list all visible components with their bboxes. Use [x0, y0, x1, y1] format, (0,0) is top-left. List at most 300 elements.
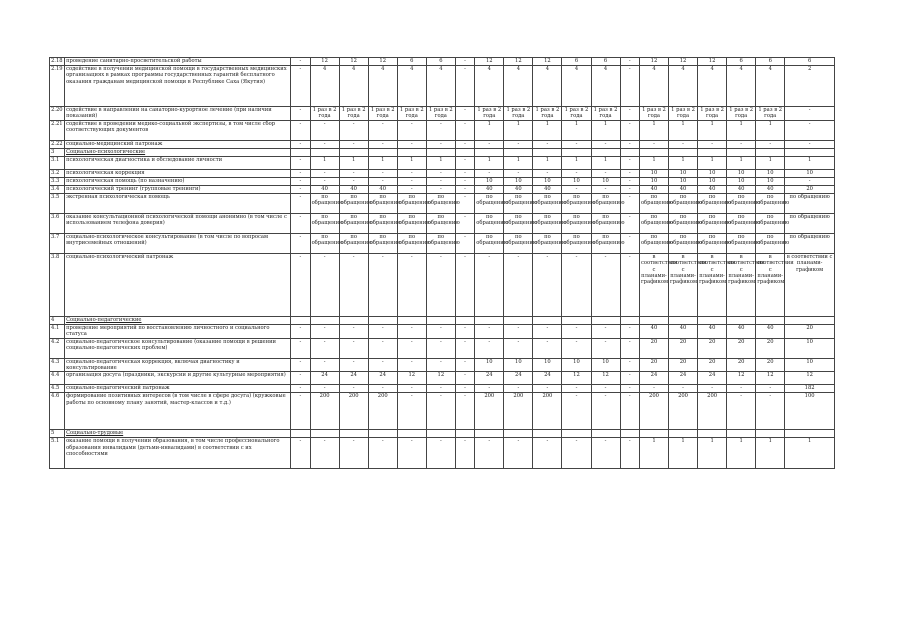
service-cell: - — [620, 213, 639, 233]
service-cell: - — [310, 253, 339, 316]
service-cell: 24 — [339, 372, 368, 385]
row-number: 5 — [50, 430, 65, 438]
service-cell: 10 — [785, 169, 835, 177]
service-cell: 10 — [727, 169, 756, 177]
service-cell: по обращению — [368, 193, 397, 213]
service-cell: - — [620, 107, 639, 121]
service-cell: 12 — [562, 372, 591, 385]
service-cell: - — [368, 385, 397, 393]
service-cell: - — [397, 253, 426, 316]
service-cell: 40 — [339, 185, 368, 193]
service-cell — [756, 430, 785, 438]
service-name: оказание консультационной психологической помощи анонимно (в том числе с использованием телефона доверия) — [65, 213, 291, 233]
service-cell: - — [756, 385, 785, 393]
service-cell: 1 — [727, 156, 756, 169]
service-cell — [533, 148, 562, 156]
service-cell: 10 — [475, 358, 504, 372]
service-cell: - — [639, 140, 668, 148]
service-cell — [756, 316, 785, 324]
service-cell: по обращению — [727, 213, 756, 233]
service-cell: 4 — [339, 66, 368, 107]
service-cell: по обращению — [756, 233, 785, 253]
service-cell: - — [533, 438, 562, 469]
service-cell: 1 раз в 2 года — [310, 107, 339, 121]
service-name: оказание помощи в получении образования, в том числе профессионального образования инвалидами (детьми-инвалидами) в соответствии с их способностями — [65, 438, 291, 469]
service-cell — [368, 430, 397, 438]
service-cell: 4 — [727, 66, 756, 107]
service-name: организация досуга (праздники, экскурсии и другие культурные мероприятия) — [65, 372, 291, 385]
service-cell — [639, 148, 668, 156]
service-cell: - — [455, 213, 474, 233]
row-number: 4.4 — [50, 372, 65, 385]
service-cell: 4 — [397, 66, 426, 107]
service-cell: 20 — [669, 358, 698, 372]
service-cell: 200 — [698, 393, 727, 430]
row-number: 4.3 — [50, 358, 65, 372]
service-cell: 10 — [562, 177, 591, 185]
service-cell — [455, 430, 474, 438]
service-cell: - — [455, 233, 474, 253]
service-cell: по обращению — [475, 193, 504, 213]
service-cell: - — [504, 324, 533, 338]
service-cell: - — [533, 140, 562, 148]
service-cell: - — [533, 324, 562, 338]
service-cell — [756, 148, 785, 156]
service-cell: 1 раз в 2 года — [639, 107, 668, 121]
service-cell: - — [291, 193, 310, 213]
service-cell: - — [291, 177, 310, 185]
service-cell: 1 — [339, 156, 368, 169]
service-cell — [339, 316, 368, 324]
service-cell: по обращению — [591, 233, 620, 253]
table-row — [50, 338, 835, 358]
service-cell: 12 — [533, 58, 562, 66]
service-cell: 1 — [397, 156, 426, 169]
service-cell: - — [368, 358, 397, 372]
service-cell: - — [339, 358, 368, 372]
service-cell: 24 — [698, 372, 727, 385]
table-row — [50, 385, 835, 393]
service-name: экстренная психологическая помощь — [65, 193, 291, 213]
service-cell: 40 — [727, 185, 756, 193]
service-name: социально-педагогическое консультирование (оказание помощи в решении социально-педагогических проблем) — [65, 338, 291, 358]
service-cell: - — [339, 253, 368, 316]
service-cell: 4 — [756, 66, 785, 107]
service-cell: - — [368, 338, 397, 358]
service-cell: - — [504, 140, 533, 148]
table-row — [50, 193, 835, 213]
service-cell — [698, 430, 727, 438]
service-cell — [310, 148, 339, 156]
row-number: 4.1 — [50, 324, 65, 338]
row-number: 3.8 — [50, 253, 65, 316]
service-cell: 10 — [785, 358, 835, 372]
service-cell: - — [291, 169, 310, 177]
service-cell: 200 — [669, 393, 698, 430]
service-name: социально-психологическое консультирование (в том числе по вопросам внутрисемейных отношений) — [65, 233, 291, 253]
service-cell: - — [291, 438, 310, 469]
service-cell: 20 — [669, 338, 698, 358]
service-cell — [291, 148, 310, 156]
service-cell: 12 — [368, 58, 397, 66]
service-cell — [426, 148, 455, 156]
service-cell: - — [368, 438, 397, 469]
table-row — [50, 120, 835, 140]
service-cell: 200 — [368, 393, 397, 430]
service-cell: 6 — [756, 58, 785, 66]
service-cell: 6 — [785, 58, 835, 66]
services-table — [49, 57, 835, 469]
service-cell: 10 — [698, 169, 727, 177]
service-cell: - — [310, 385, 339, 393]
service-cell: - — [368, 324, 397, 338]
service-cell — [669, 430, 698, 438]
service-cell: 1 раз в 2 года — [475, 107, 504, 121]
service-name: формирование позитивных интересов (в том числе в сфере досуга) (кружковые работы по основному плану занятий, мастер-классов и т.д.) — [65, 393, 291, 430]
service-cell: - — [562, 185, 591, 193]
service-cell: - — [368, 120, 397, 140]
service-cell — [291, 316, 310, 324]
service-cell: по обращению — [426, 213, 455, 233]
service-cell — [562, 316, 591, 324]
service-name: социально-медицинский патронаж — [65, 140, 291, 148]
service-cell: 20 — [785, 324, 835, 338]
service-cell: по обращению — [562, 193, 591, 213]
service-cell: - — [698, 385, 727, 393]
service-cell — [727, 148, 756, 156]
service-cell — [455, 316, 474, 324]
service-cell: 4 — [504, 66, 533, 107]
service-cell: по обращению — [368, 233, 397, 253]
service-cell — [698, 316, 727, 324]
service-cell: по обращению — [562, 233, 591, 253]
service-cell — [504, 430, 533, 438]
service-name: психологический тренинг (групповые тренинги) — [65, 185, 291, 193]
service-name: содействие в получении медицинской помощи в государственных медицинских организациях в рамках программы государственных гарантий бесплатного оказания гражданам медицинской помощи в Республике Саха (Якутия) — [65, 66, 291, 107]
service-cell: - — [339, 338, 368, 358]
service-cell: по обращению — [698, 193, 727, 213]
service-cell: 40 — [756, 324, 785, 338]
service-cell: 12 — [475, 58, 504, 66]
service-cell: - — [562, 140, 591, 148]
table-row — [50, 393, 835, 430]
service-cell — [785, 148, 835, 156]
service-cell: по обращению — [727, 233, 756, 253]
service-name: психологическая коррекция — [65, 169, 291, 177]
service-cell: - — [727, 393, 756, 430]
service-cell: 1 — [698, 438, 727, 469]
service-cell — [669, 316, 698, 324]
service-cell: 10 — [785, 338, 835, 358]
service-cell: - — [455, 193, 474, 213]
service-cell: - — [785, 140, 835, 148]
service-cell: 40 — [698, 324, 727, 338]
service-cell: - — [562, 385, 591, 393]
service-cell: 4 — [426, 66, 455, 107]
service-cell: - — [291, 385, 310, 393]
service-cell: 20 — [727, 358, 756, 372]
service-cell: - — [397, 177, 426, 185]
service-cell: 24 — [504, 372, 533, 385]
service-cell: по обращению — [426, 193, 455, 213]
service-cell: 20 — [785, 185, 835, 193]
service-cell: в соответствии с планами-графиком — [698, 253, 727, 316]
service-cell: - — [339, 385, 368, 393]
service-cell: - — [669, 385, 698, 393]
table-row — [50, 169, 835, 177]
service-cell — [727, 430, 756, 438]
table-row — [50, 58, 835, 66]
service-cell: 1 — [756, 438, 785, 469]
service-cell: 40 — [639, 324, 668, 338]
service-cell: по обращению — [310, 193, 339, 213]
service-cell: - — [455, 140, 474, 148]
service-cell: 1 — [533, 156, 562, 169]
service-cell: 20 — [756, 338, 785, 358]
service-cell: по обращению — [756, 213, 785, 233]
service-cell: 10 — [591, 177, 620, 185]
service-cell — [475, 430, 504, 438]
service-cell: по обращению — [639, 213, 668, 233]
service-cell: 4 — [698, 66, 727, 107]
service-cell: 6 — [591, 58, 620, 66]
service-cell: 20 — [639, 358, 668, 372]
service-cell: 100 — [785, 393, 835, 430]
service-cell: по обращению — [310, 233, 339, 253]
row-number: 3.5 — [50, 193, 65, 213]
service-cell — [669, 148, 698, 156]
service-cell — [698, 148, 727, 156]
service-cell: 4 — [310, 66, 339, 107]
service-cell: - — [310, 140, 339, 148]
service-cell: - — [291, 213, 310, 233]
service-cell: - — [562, 393, 591, 430]
service-cell: - — [455, 156, 474, 169]
service-cell: - — [475, 438, 504, 469]
row-number: 2.22 — [51, 140, 63, 147]
service-cell: 1 — [639, 156, 668, 169]
service-cell: - — [291, 338, 310, 358]
service-cell: 1 раз в 2 года — [756, 107, 785, 121]
service-cell: 1 раз в 2 года — [669, 107, 698, 121]
service-cell: - — [397, 385, 426, 393]
row-number: 4 — [50, 316, 65, 324]
service-cell: по обращению — [591, 193, 620, 213]
service-cell: - — [455, 393, 474, 430]
service-cell: - — [475, 169, 504, 177]
service-cell: 1 раз в 2 года — [426, 107, 455, 121]
service-name: содействие в проведении медико-социальной экспертизы, в том числе сбор соответствующих документов — [65, 120, 291, 140]
service-cell: - — [756, 393, 785, 430]
service-cell: - — [339, 438, 368, 469]
service-cell: - — [455, 66, 474, 107]
service-name: психологическая диагностика и обследование личности — [65, 156, 291, 169]
service-cell: - — [397, 438, 426, 469]
service-cell: - — [339, 140, 368, 148]
service-cell: по обращению — [727, 193, 756, 213]
service-cell: - — [291, 156, 310, 169]
service-cell: 1 — [698, 156, 727, 169]
service-cell: 182 — [785, 385, 835, 393]
service-cell: - — [591, 338, 620, 358]
service-cell: - — [620, 66, 639, 107]
service-cell: 200 — [310, 393, 339, 430]
service-cell: 40 — [368, 185, 397, 193]
service-cell — [368, 148, 397, 156]
service-cell: 1 — [669, 438, 698, 469]
service-cell: 40 — [669, 324, 698, 338]
service-cell — [562, 148, 591, 156]
service-cell — [397, 148, 426, 156]
service-cell: - — [533, 253, 562, 316]
service-cell: - — [291, 58, 310, 66]
service-cell: 12 — [339, 58, 368, 66]
service-cell: - — [504, 169, 533, 177]
service-cell: - — [426, 169, 455, 177]
service-cell: - — [426, 324, 455, 338]
service-cell: 12 — [669, 58, 698, 66]
service-cell: 1 — [639, 438, 668, 469]
row-number: 5.1 — [50, 438, 65, 469]
service-cell: по обращению — [475, 233, 504, 253]
service-cell: - — [397, 185, 426, 193]
service-cell: 1 — [669, 120, 698, 140]
table-row — [50, 233, 835, 253]
service-cell: 1 раз в 2 года — [368, 107, 397, 121]
service-cell: 1 — [475, 156, 504, 169]
service-cell: - — [504, 338, 533, 358]
service-cell: - — [291, 393, 310, 430]
service-cell: - — [591, 253, 620, 316]
row-number: 4.2 — [50, 338, 65, 358]
service-cell: 20 — [639, 338, 668, 358]
service-cell: по обращению — [504, 213, 533, 233]
service-cell: 2 — [785, 66, 835, 107]
service-cell — [591, 148, 620, 156]
service-cell: 4 — [669, 66, 698, 107]
service-cell: по обращению — [339, 193, 368, 213]
service-cell: 1 — [504, 156, 533, 169]
service-cell: 1 раз в 2 года — [562, 107, 591, 121]
service-cell: 1 раз в 2 года — [397, 107, 426, 121]
service-cell: - — [455, 120, 474, 140]
table-row — [50, 358, 835, 372]
service-cell: - — [397, 393, 426, 430]
service-cell: 40 — [310, 185, 339, 193]
service-cell: - — [368, 177, 397, 185]
service-cell: - — [785, 107, 835, 121]
service-cell: - — [310, 338, 339, 358]
service-cell: 40 — [639, 185, 668, 193]
service-cell — [620, 430, 639, 438]
service-cell: - — [562, 169, 591, 177]
service-cell: 24 — [475, 372, 504, 385]
service-cell: - — [620, 177, 639, 185]
service-cell: 40 — [533, 185, 562, 193]
row-number: 2.19 — [50, 66, 65, 107]
service-cell: 200 — [533, 393, 562, 430]
service-name: социально-педагогическая коррекция, включая диагностику и консультирование — [65, 358, 291, 372]
service-cell: - — [455, 438, 474, 469]
service-cell: - — [620, 438, 639, 469]
service-cell: в соответствии с планами-графиком — [639, 253, 668, 316]
service-cell: 10 — [504, 177, 533, 185]
row-number: 3.2 — [50, 169, 65, 177]
service-cell: - — [591, 324, 620, 338]
service-cell: 10 — [475, 177, 504, 185]
service-cell: - — [291, 107, 310, 121]
service-cell: 200 — [339, 393, 368, 430]
service-cell: - — [591, 185, 620, 193]
service-cell: - — [397, 140, 426, 148]
service-cell: - — [310, 177, 339, 185]
service-cell: по обращению — [504, 233, 533, 253]
service-cell — [639, 316, 668, 324]
service-cell: 12 — [698, 58, 727, 66]
service-cell — [397, 316, 426, 324]
service-cell: - — [310, 358, 339, 372]
service-cell: по обращению — [698, 213, 727, 233]
service-cell: - — [785, 177, 835, 185]
service-cell — [785, 430, 835, 438]
table-row — [50, 177, 835, 185]
service-cell: - — [426, 438, 455, 469]
service-cell: 10 — [562, 358, 591, 372]
service-cell: 20 — [727, 338, 756, 358]
service-cell — [639, 430, 668, 438]
service-cell: - — [455, 324, 474, 338]
service-cell: по обращению — [669, 213, 698, 233]
service-cell — [426, 316, 455, 324]
service-cell: - — [727, 385, 756, 393]
row-number: 3.3 — [50, 177, 65, 185]
service-cell: по обращению — [310, 213, 339, 233]
service-cell: - — [620, 193, 639, 213]
service-cell: 24 — [533, 372, 562, 385]
service-cell: - — [591, 140, 620, 148]
service-cell: по обращению — [669, 233, 698, 253]
service-cell: - — [397, 324, 426, 338]
table-row — [50, 107, 835, 121]
service-cell: - — [455, 169, 474, 177]
service-cell: - — [591, 169, 620, 177]
service-cell: по обращению — [397, 233, 426, 253]
service-cell: 1 раз в 2 года — [727, 107, 756, 121]
service-name: проведение мероприятий по восстановлению личностного и социального статуса — [65, 324, 291, 338]
service-cell: - — [291, 185, 310, 193]
service-cell: 10 — [698, 177, 727, 185]
service-cell: - — [339, 324, 368, 338]
service-cell: 1 раз в 2 года — [533, 107, 562, 121]
service-cell: 12 — [426, 372, 455, 385]
service-cell: 20 — [698, 358, 727, 372]
service-cell — [785, 316, 835, 324]
service-cell — [455, 148, 474, 156]
service-cell: по обращению — [639, 193, 668, 213]
service-cell: - — [310, 324, 339, 338]
service-cell: - — [620, 233, 639, 253]
service-cell: 1 — [591, 156, 620, 169]
service-cell: - — [504, 253, 533, 316]
service-cell: по обращению — [504, 193, 533, 213]
service-cell: 10 — [756, 169, 785, 177]
table-row — [50, 316, 835, 324]
service-cell — [475, 148, 504, 156]
service-cell — [339, 430, 368, 438]
service-cell: - — [397, 338, 426, 358]
service-cell: - — [756, 140, 785, 148]
service-cell: - — [562, 338, 591, 358]
